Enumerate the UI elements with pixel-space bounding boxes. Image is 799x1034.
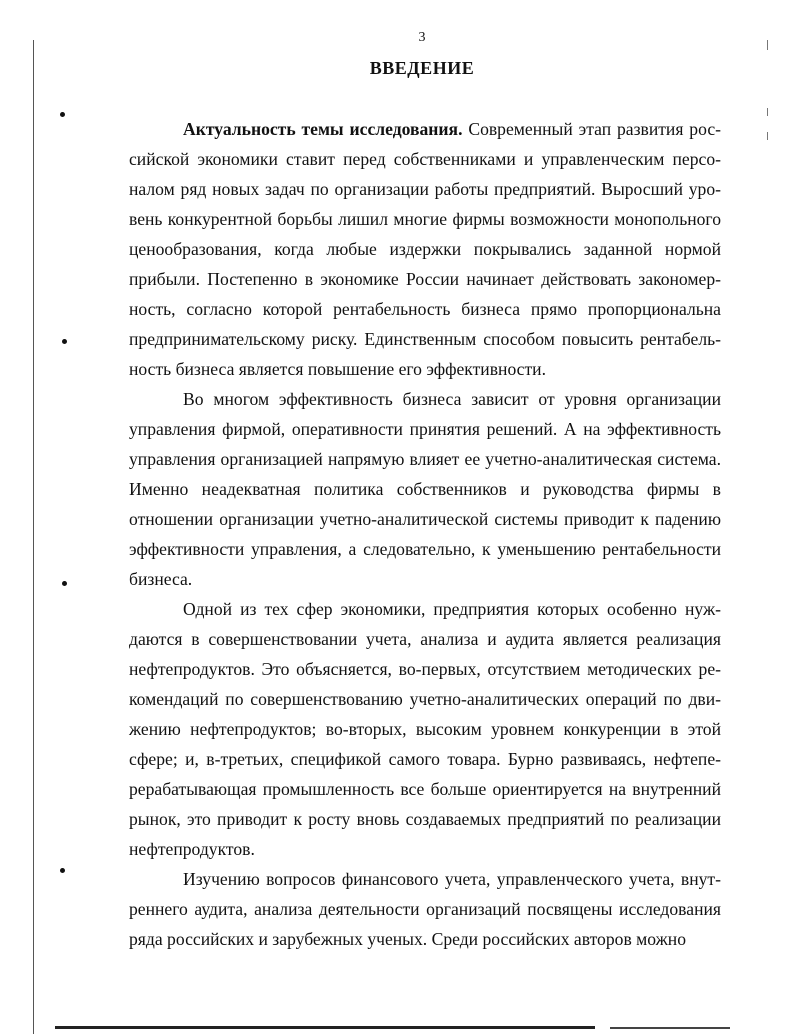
paragraph-text: Изучению вопросов финансового учета, управленческого учета, внутреннего аудита, анализа деятельности организаций посвящены исследования ряда российских и зарубежных ученых. Среди российских авторов можно — [129, 869, 721, 949]
scan-mark — [767, 132, 768, 140]
paragraph — [129, 864, 721, 954]
scan-edge-line — [610, 1027, 730, 1029]
paragraph — [129, 594, 721, 864]
scan-mark — [62, 581, 67, 586]
paragraph — [129, 114, 721, 384]
paragraph-text: Во многом эффективность бизнеса зависит от уровня организации управления фирмой, оперативности принятия решений. А на эффективность управления организацией напрямую влияет ее учетно-аналитическая система. Именно неадекватная политика собственников и руководства фирмы в отношении организации учетно-аналитической системы приводит к падению эффективности управления, а следовательно, к уменьшению рентабельности бизнеса. — [129, 389, 721, 589]
scan-mark — [60, 868, 65, 873]
scan-mark — [767, 108, 768, 116]
scan-edge-line — [55, 1026, 595, 1029]
page-number: 3 — [418, 30, 426, 45]
scan-mark — [60, 112, 65, 117]
paragraph-text: Одной из тех сфер экономики, предприятия которых особенно нуждаются в совершенствовании учета, анализа и аудита является реализация нефтепродуктов. Это объясняется, во-первых, отсутствием методических рекомендаций по совершенствованию учетно-аналитических операций по движению нефтепродуктов; во-вторых, высоким уровнем конкуренции в этой сфере; и, в-третьих, спецификой самого товара. Бурно развиваясь, нефтеперерабатывающая промышленность все больше ориентируется на внутренний рынок, это приводит к росту вновь создаваемых предприятий по реализации нефтепродуктов. — [129, 599, 721, 859]
paragraph — [129, 384, 721, 594]
scan-edge-line — [33, 40, 34, 1034]
paragraph-lead: Актуальность темы исследования. — [183, 119, 463, 139]
body-text — [129, 114, 721, 954]
scan-mark — [62, 339, 67, 344]
section-heading: ВВЕДЕНИЕ — [369, 58, 475, 78]
paragraph-text: Современный этап развития российской экономики ставит перед собственниками и управленческим персоналом ряд новых задач по организации работы предприятий. Выросший уровень конкурентной борьбы лишил многие фирмы возможности монопольного ценообразования, когда любые издержки покрывались заданной нормой прибыли. Постепенно в экономике России начинает действовать закономерность, согласно которой рентабельность бизнеса прямо пропорциональна предпринимательскому риску. Единственным способом повысить рентабельность бизнеса является повышение его эффективности. — [129, 119, 721, 379]
